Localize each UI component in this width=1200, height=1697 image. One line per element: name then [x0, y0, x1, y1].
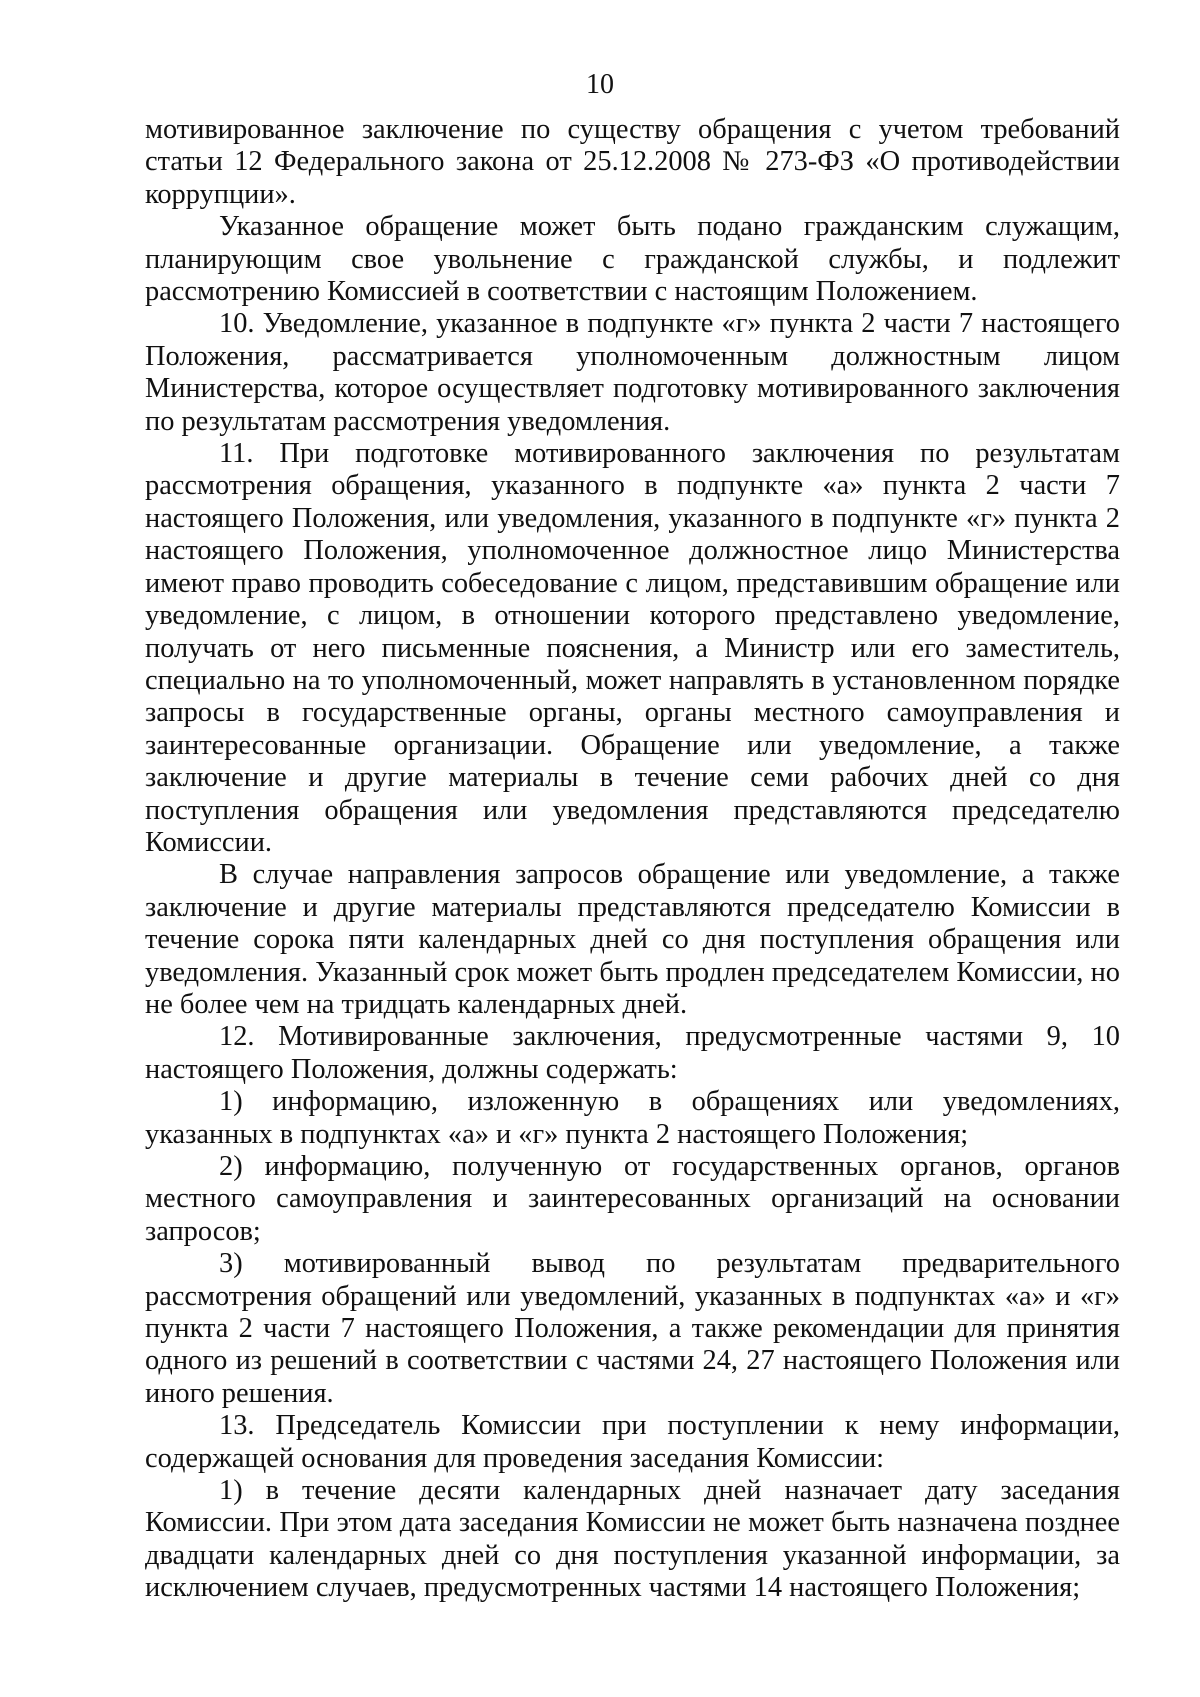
paragraph: 10. Уведомление, указанное в подпункте «г» пункта 2 части 7 настоящего Положения, рассматривается уполномоченным должностным лицом Министерства, которое осуществляет подготовку мотивированного заключения по результатам рассмотрения уведомления.	[145, 308, 1120, 437]
paragraph: мотивированное заключение по существу обращения с учетом требований статьи 12 Федерального закона от 25.12.2008 № 273-ФЗ «О противодействии коррупции».	[145, 114, 1120, 210]
paragraph: 3) мотивированный вывод по результатам предварительного рассмотрения обращений или уведомлений, указанных в подпунктах «а» и «г» пункта 2 части 7 настоящего Положения, а также рекомендации для принятия одного из решений в соответствии с частями 24, 27 настоящего Положения или иного решения.	[145, 1248, 1120, 1409]
paragraph: В случае направления запросов обращение или уведомление, а также заключение и другие материалы представляются председателю Комиссии в течение сорока пяти календарных дней со дня поступления обращения или уведомления. Указанный срок может быть продлен председателем Комиссии, но не более чем на тридцать календарных дней.	[145, 859, 1120, 1020]
paragraph: Указанное обращение может быть подано гражданским служащим, планирующим свое увольнение с гражданской службы, и подлежит рассмотрению Комиссией в соответствии с настоящим Положением.	[145, 211, 1120, 308]
paragraph: 13. Председатель Комиссии при поступлении к нему информации, содержащей основания для проведения заседания Комиссии:	[145, 1410, 1120, 1474]
page-number: 10	[586, 69, 614, 100]
document-body	[145, 114, 1120, 1605]
paragraph: 2) информацию, полученную от государственных органов, органов местного самоуправления и заинтересованных организаций на основании запросов;	[145, 1151, 1120, 1247]
paragraph: 12. Мотивированные заключения, предусмотренные частями 9, 10 настоящего Положения, должны содержать:	[145, 1021, 1120, 1085]
paragraph: 1) в течение десяти календарных дней назначает дату заседания Комиссии. При этом дата заседания Комиссии не может быть назначена позднее двадцати календарных дней со дня поступления указанной информации, за исключением случаев, предусмотренных частями 14 настоящего Положения;	[145, 1475, 1120, 1604]
paragraph: 11. При подготовке мотивированного заключения по результатам рассмотрения обращения, указанного в подпункте «а» пункта 2 части 7 настоящего Положения, или уведомления, указанного в подпункте «г» пункта 2 настоящего Положения, уполномоченное должностное лицо Министерства имеют право проводить собеседование с лицом, представившим обращение или уведомление, с лицом, в отношении которого представлено уведомление, получать от него письменные пояснения, а Министр или его заместитель, специально на то уполномоченный, может направлять в установленном порядке запросы в государственные органы, органы местного самоуправления и заинтересованные организации. Обращение или уведомление, а также заключение и другие материалы в течение семи рабочих дней со дня поступления обращения или уведомления представляются председателю Комиссии.	[145, 438, 1120, 858]
paragraph: 1) информацию, изложенную в обращениях или уведомлениях, указанных в подпунктах «а» и «г» пункта 2 настоящего Положения;	[145, 1086, 1120, 1150]
